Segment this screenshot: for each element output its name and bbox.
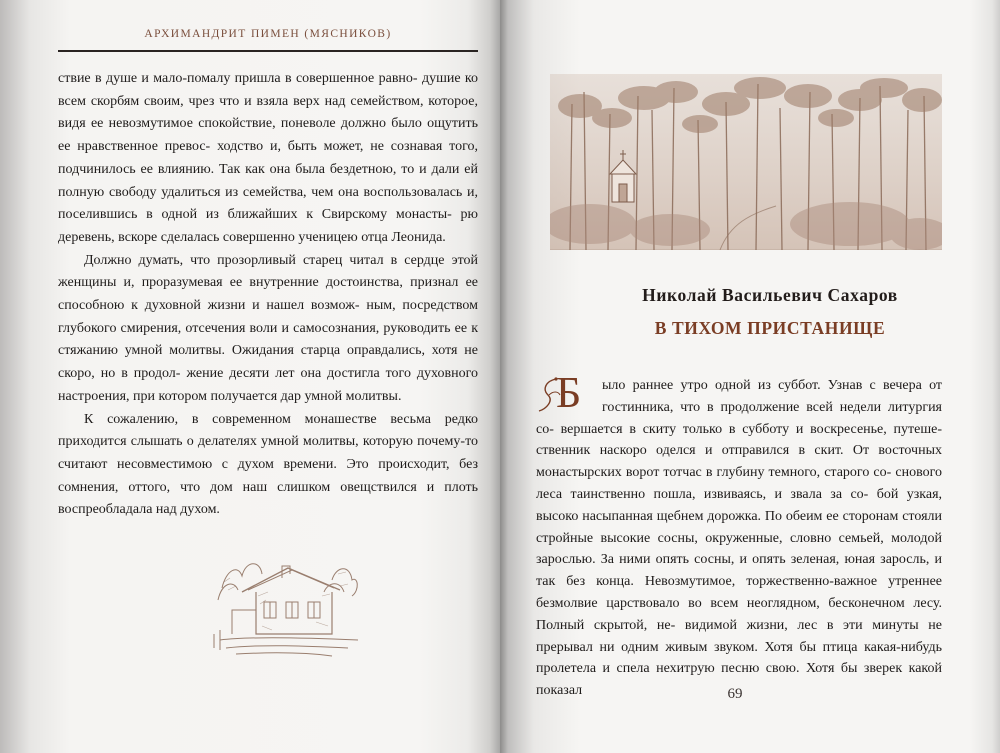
paragraph: К сожалению, в современном монашестве весьма редко приходится слышать о делателях умной молитвы, которую почему-то считают несовместимою с духом времени. Это происходит, без сомнения, оттого, что дом наш слишком овещствился и плоть воспреобладала над духом. <box>58 411 479 518</box>
chapter-author: Николай Васильевич Сахаров <box>642 285 898 305</box>
paragraph: Должно думать, что прозорливый старец читал в сердце этой женщины и, проразумевая ее внутренние достоинства, признал ее способною к духовной жизни и нашел возмож- ным, посредством глубокого смирения, отсечения воли и самосознания, руководить ее к стяжанию умной молитвы. Ожидания старца оправдались, хотя не скоро, но в продол- жение десяти лет она достигла того духовного настроения, при котором получается дар умной молитвы. <box>58 252 479 404</box>
drop-cap <box>536 368 600 417</box>
chapter-title: В ТИХОМ ПРИСТАНИЩЕ <box>654 318 886 338</box>
right-page <box>500 0 1000 753</box>
forest-chapel-sketch-icon <box>550 74 942 250</box>
left-body-text <box>58 68 478 522</box>
running-head: АРХИМАНДРИТ ПИМЕН (МЯСНИКОВ) <box>144 28 392 40</box>
paragraph: Б ыло раннее утро одной из суббот. Узнав с вечера от гостинника, что в продолжение всей недели литургия со- вершается в скиту только в субботу и воскресенье, путеше- ственник наскоро оделся и отправился в скит. От восточных монастырских ворот тотчас в глубину темного, старого со- снового леса таинственно пошла, извиваясь, и звала за со- бой узкая, высоко насыпанная щебнем дорожка. По обеим ее сторонам стояли стройные высокие сосны, окруженные, словно семьей, молодой зарослью. За ними опять сосны, и опять зеленая, юная заросль, и так без конца. Невозмутимое, торжественно-важное утреннее безмолвие царствовало во всем неоглядном, бесконечном лесу. Полный скрытой, не- видимой жизни, лес в эти минуты не прерывал ни одним живым звуком. Хотя бы птица какая-нибудь пролетела и спела нехитрую песню свою. Хотя бы зверек какой показал <box>536 368 943 699</box>
house-sketch-icon <box>212 530 360 662</box>
drop-cap-letter: Б <box>556 368 582 417</box>
paragraph: ствие в душе и мало-помалу пришла в совершенное равно- душие ко всем скорбям своим, чрез что и взяла верх над семейством, которое, видя ее невозмутимое спокойствие, поневоле должно было ощутить ее нравственное превос- ходство и, быть может, не сознавая того, подчинилось ее влиянию. Так как она была бездетною, то и дали ей полную свободу удалиться из семейства, чем она воспользовалась и, поселившись в одной из ближайших к Свирскому монасты- рю деревень, вскоре сделалась совершенно ученицею отца Леонида. <box>58 71 479 245</box>
right-body-text <box>536 368 943 702</box>
header-rule <box>58 50 478 52</box>
page-number: 69 <box>727 686 743 702</box>
